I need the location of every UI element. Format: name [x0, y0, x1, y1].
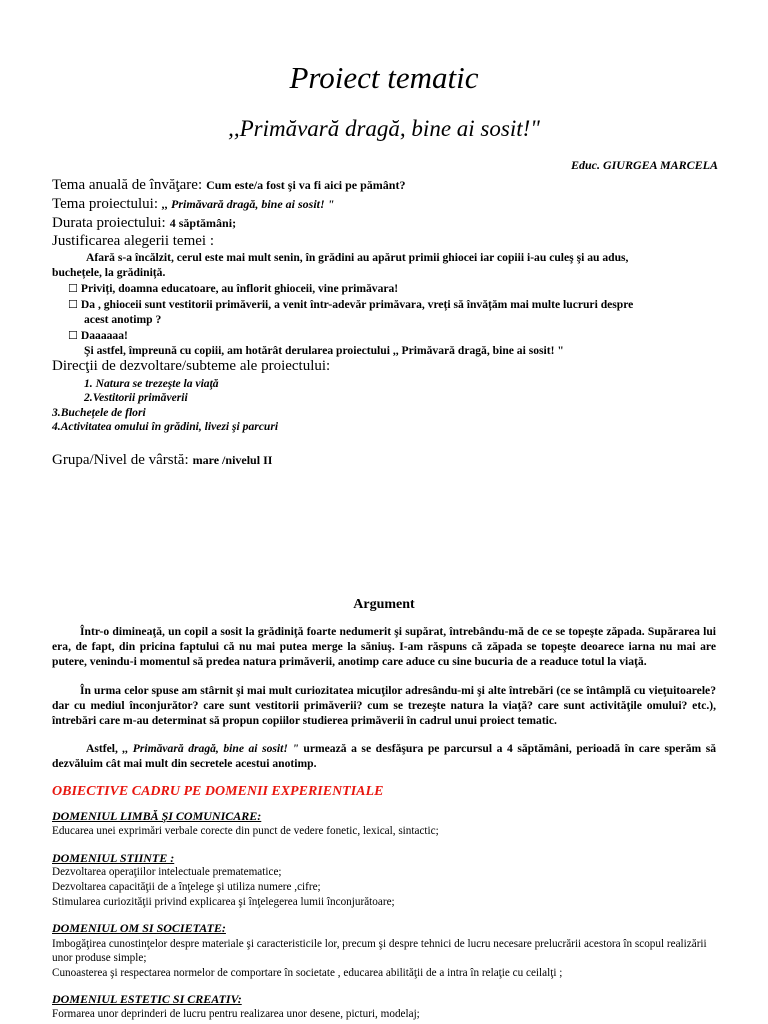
dialogue-item: ☐ Da , ghioceii sunt vestitorii primăverii, a venit într-adevăr primăvara, vreți să învățăm mai multe lucruri despre — [68, 298, 634, 311]
domain-line: Formarea unor deprinderi de lucru pentru realizarea unor desene, picturi, modelaj; — [52, 1008, 420, 1020]
justification-closing: Şi astfel, împreună cu copiii, am hotărât derularea proiectului ,, Primăvară dragă, bine ai sosit! " — [84, 344, 564, 357]
argument-paragraph-3: Astfel, ,, Primăvară dragă, bine ai sosit! " urmează a se desfăşura pe parcursul a 4 săptămâni, perioadă în care sperăm să dezvăluim cât mai mult din secretele acestui anotimp. — [52, 742, 717, 770]
argument-paragraph-2: În urma celor spuse am stârnit şi mai mult curiozitatea micuţilor adresându-mi şi alte întrebări (ce se întâmplă cu vieţuitoarele? dar cu mediul înconjurător? care sunt vestitorii primăverii? cum se trezeşte natura la viaţă? care sunt activităţile omului? etc.), întrebări care m-au determinat să propun copiilor studierea primăverii în cadrul unui proiect tematic. — [52, 684, 716, 727]
domain-line: Dezvoltarea capacităţii de a înţelege şi utiliza numere ,cifre; — [52, 881, 321, 893]
justification-label: Justificarea alegerii temei : — [52, 233, 215, 249]
subtheme-item: 4.Activitatea omului în grădini, livezi şi parcuri — [52, 420, 279, 433]
domain-line: Cunoasterea şi respectarea normelor de comportare în societate , educarea abilităţii de a intra în relaţie cu ceilalţi ; — [52, 967, 563, 979]
domain-line: Dezvoltarea operaţiilor intelectuale prematematice; — [52, 866, 282, 878]
group-level — [52, 451, 272, 469]
domain-heading: DOMENIUL OM SI SOCIETATE: — [52, 921, 226, 935]
checkbox-icon: ☐ — [68, 298, 78, 311]
annual-theme-label: Tema anuală de învăţare: — [52, 177, 203, 193]
domain-heading: DOMENIUL STIINTE : — [52, 851, 175, 865]
justification-intro-line1: Afară s-a încălzit, cerul este mai mult senin, în grădini au apărut primii ghiocei iar copiii i-au culeş şi au adus, — [86, 251, 629, 264]
dialogue-item: ☐ Daaaaaa! — [68, 329, 128, 342]
project-theme — [52, 195, 334, 213]
annual-theme — [52, 176, 405, 194]
subtheme-item: 3.Buchețele de flori — [52, 406, 146, 419]
project-theme-value: ,, Primăvară dragă, bine ai sosit! " — [162, 197, 335, 211]
domain-line: Stimularea curiozităţii privind explicarea şi înţelegerea lumii înconjurătoare; — [52, 896, 395, 908]
justification-intro-line2: buchețele, la grădiniță. — [52, 266, 166, 279]
subtheme-item: 2.Vestitorii primăverii — [84, 391, 188, 404]
duration-label: Durata proiectului: — [52, 215, 166, 231]
domain-line: Educarea unei exprimări verbale corecte din punct de vedere fonetic, lexical, sintactic; — [52, 825, 439, 837]
group-level-label: Grupa/Nivel de vârstă: — [52, 452, 189, 468]
argument-paragraph-1: Într-o dimineaţă, un copil a sosit la grădiniţă foarte nedumerit şi supărat, întrebându-mă de ce se topeşte zăpada. Supărarea lui era, de fapt, din pricina faptului că nu mai putea merge la săniuş. I-am răspuns că zăpada se topeşte deoarece iarna nu mai are putere, venindu-i momentul să predea natura primăverii, anotimp care aduce cu sine bucuria de a readuce totul la viaţă. — [52, 625, 716, 668]
author-name: Educ. GIURGEA MARCELA — [570, 158, 718, 172]
annual-theme-value: Cum este/a fost şi va fi aici pe pământ? — [206, 178, 406, 192]
checkbox-icon: ☐ — [68, 282, 78, 295]
domain-heading: DOMENIUL LIMBĂ ŞI COMUNICARE: — [52, 809, 262, 823]
subtheme-item: 1. Natura se trezeşte la viaţă — [84, 377, 219, 390]
project-subtitle: ,,Primăvară dragă, bine ai sosit!" — [228, 116, 540, 141]
checkbox-icon: ☐ — [68, 329, 78, 342]
dialogue-item: ☐ Priviți, doamna educatoare, au înflorit ghioceii, vine primăvara! — [68, 282, 399, 295]
argument-title: Argument — [353, 597, 415, 612]
project-theme-label: Tema proiectului: — [52, 196, 158, 212]
directions-label: Direcţii de dezvoltare/subteme ale proiectului: — [52, 358, 331, 374]
duration-value: 4 săptămâni; — [169, 216, 237, 230]
objectives-heading: OBIECTIVE CADRU PE DOMENII EXPERIENTIALE — [52, 784, 384, 799]
domain-line: Imbogăţirea cunostinţelor despre materiale şi caracteristicile lor, precum şi despre tehnici de lucru necesare prelucrării acestora în scopul realizării unor produse simple; — [52, 938, 707, 964]
group-level-value: mare /nivelul II — [192, 453, 273, 467]
domain-heading: DOMENIUL ESTETIC SI CREATIV: — [52, 992, 242, 1006]
dialogue-item-continuation: acest anotimp ? — [84, 313, 162, 326]
project-duration — [52, 214, 236, 232]
page-title: Proiect tematic — [289, 60, 479, 95]
